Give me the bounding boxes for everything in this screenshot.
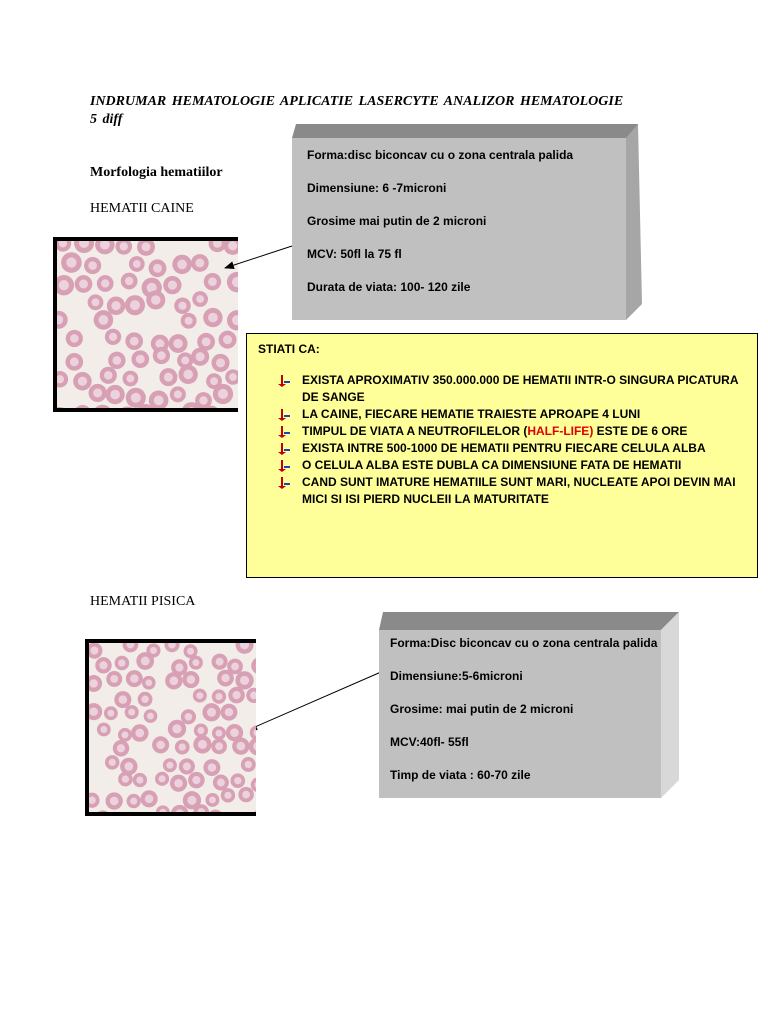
cell-pallor bbox=[122, 775, 129, 782]
red-blood-cell bbox=[253, 809, 256, 816]
cell-pallor bbox=[209, 796, 216, 803]
fact-item: EXISTA APROXIMATIV 350.000.000 DE HEMATII INTR-O SINGURA PICATURA DE SANGE bbox=[277, 372, 747, 406]
cell-pallor bbox=[124, 762, 133, 771]
cell-pallor bbox=[135, 729, 144, 738]
cat-mcv: MCV:40fl- 55fl bbox=[390, 735, 469, 749]
cell-pallor bbox=[136, 777, 143, 784]
title-line-1: INDRUMAR HEMATOLOGIE APLICATIE LASERCYTE ANALIZOR HEMATOLOGIE bbox=[90, 94, 624, 109]
cell-pallor bbox=[100, 726, 107, 733]
cell-pallor bbox=[107, 710, 114, 717]
cell-pallor bbox=[159, 775, 166, 782]
cell-pallor bbox=[99, 814, 106, 816]
cell-pallor bbox=[150, 647, 157, 654]
cell-pallor bbox=[89, 679, 97, 687]
cell-pallor bbox=[216, 658, 224, 666]
cell-pallor bbox=[169, 676, 178, 685]
arrow-bullet-icon bbox=[277, 374, 291, 388]
cell-pallor bbox=[175, 663, 183, 671]
cell-pallor bbox=[211, 814, 219, 816]
cell-pallor bbox=[118, 659, 125, 666]
cell-pallor bbox=[110, 797, 119, 806]
cell-pallor bbox=[90, 647, 98, 655]
cell-pallor bbox=[221, 674, 229, 682]
cell-pallor bbox=[185, 713, 193, 721]
cell-pallor bbox=[245, 761, 252, 768]
cat-thickness: Grosime: mai putin de 2 microni bbox=[390, 702, 574, 716]
dog-thickness: Grosime mai putin de 2 microni bbox=[307, 214, 487, 228]
arrow-bullet-icon bbox=[277, 425, 291, 439]
arrow-bullet-icon bbox=[277, 459, 291, 473]
cell-pallor bbox=[198, 740, 207, 749]
cell-pallor bbox=[192, 659, 199, 666]
cell-pallor bbox=[145, 795, 154, 804]
fact-item: LA CAINE, FIECARE HEMATIE TRAIESTE APROAPE 4 LUNI bbox=[277, 406, 747, 423]
cell-pallor bbox=[196, 692, 203, 699]
cell-pallor bbox=[217, 779, 225, 787]
cell-pallor bbox=[99, 661, 107, 669]
section-heading: Morfologia hematiilor bbox=[90, 165, 223, 180]
red-blood-cell bbox=[251, 657, 256, 674]
cell-pallor bbox=[197, 727, 204, 734]
cell-pallor bbox=[109, 759, 116, 766]
fact-item: TIMPUL DE VIATA A NEUTROFILELOR (HALF-LIFE) ESTE DE 6 ORE bbox=[277, 423, 747, 440]
cell-pallor bbox=[166, 762, 173, 769]
cell-pallor bbox=[141, 696, 148, 703]
dog-dimension: Dimensiune: 6 -7microni bbox=[307, 181, 447, 195]
cell-pallor bbox=[130, 797, 137, 804]
cell-pallor bbox=[141, 657, 150, 666]
arrow-bullet-icon bbox=[277, 408, 291, 422]
cell-pallor bbox=[179, 743, 186, 750]
cell-pallor bbox=[130, 674, 138, 682]
facts-list bbox=[277, 372, 747, 508]
fact-item: CAND SUNT IMATURE HEMATIILE SUNT MARI, NUCLEATE APOI DEVIN MAI MICI SI ISI PIERD NUCLEII LA MATURITATE bbox=[277, 474, 747, 508]
title-line-2: 5 diff bbox=[90, 112, 123, 127]
dog-shape: Forma:disc biconcav cu o zona centrala palida bbox=[307, 148, 574, 162]
cell-pallor bbox=[192, 776, 200, 784]
cell-pallor bbox=[187, 648, 194, 655]
half-life-highlight: HALF-LIFE) bbox=[527, 424, 594, 438]
cell-pallor bbox=[242, 791, 250, 799]
cell-pallor bbox=[231, 663, 239, 671]
cell-pallor bbox=[119, 695, 128, 704]
cell-pallor bbox=[174, 779, 183, 788]
cat-shape: Forma:Disc biconcav cu o zona centrala palida bbox=[390, 636, 658, 650]
arrow-bullet-icon bbox=[277, 442, 291, 456]
dog-label: HEMATII CAINE bbox=[90, 201, 194, 216]
cell-pallor bbox=[89, 707, 98, 716]
cell-pallor bbox=[224, 792, 231, 799]
cell-pallor bbox=[240, 676, 249, 685]
arrow-bullet-icon bbox=[277, 476, 291, 490]
cell-pallor bbox=[117, 744, 125, 752]
cat-label: HEMATII PISICA bbox=[90, 594, 196, 609]
cell-pallor bbox=[159, 809, 166, 816]
fact-item: EXISTA INTRE 500-1000 DE HEMATII PENTRU FIECARE CELULA ALBA bbox=[277, 440, 747, 457]
cell-pallor bbox=[110, 675, 118, 683]
dog-mcv: MCV: 50fl la 75 fl bbox=[307, 247, 402, 261]
cell-pallor bbox=[183, 762, 191, 770]
cell-pallor bbox=[187, 796, 196, 805]
cell-pallor bbox=[237, 742, 246, 751]
cat-dimension: Dimensiune:5-6microni bbox=[390, 669, 523, 683]
cell-pallor bbox=[215, 730, 222, 737]
cell-pallor bbox=[215, 742, 223, 750]
facts-box bbox=[246, 333, 758, 578]
cell-pallor bbox=[225, 708, 233, 716]
cell-pallor bbox=[172, 724, 181, 733]
red-blood-cell bbox=[95, 810, 110, 816]
cell-pallor bbox=[147, 713, 154, 720]
cell-pallor bbox=[207, 708, 216, 717]
cell-pallor bbox=[128, 709, 135, 716]
red-blood-cell bbox=[207, 810, 224, 816]
dog-lifespan: Durata de viata: 100- 120 zile bbox=[307, 280, 471, 294]
fact-item: O CELULA ALBA ESTE DUBLA CA DIMENSIUNE FATA DE HEMATII bbox=[277, 457, 747, 474]
cell-pallor bbox=[121, 731, 128, 738]
cell-pallor bbox=[197, 808, 205, 816]
facts-header: STIATI CA: bbox=[258, 342, 320, 356]
cell-pallor bbox=[234, 777, 241, 784]
cell-pallor bbox=[208, 763, 216, 771]
cell-pallor bbox=[145, 679, 152, 686]
cell-pallor bbox=[187, 675, 196, 684]
cell-pallor bbox=[232, 691, 240, 699]
cell-pallor bbox=[230, 728, 239, 737]
cell-pallor bbox=[156, 741, 165, 750]
cat-lifespan: Timp de viata : 60-70 zile bbox=[390, 768, 531, 782]
cat-blood-smear-image bbox=[85, 639, 256, 816]
cell-pallor bbox=[215, 693, 222, 700]
